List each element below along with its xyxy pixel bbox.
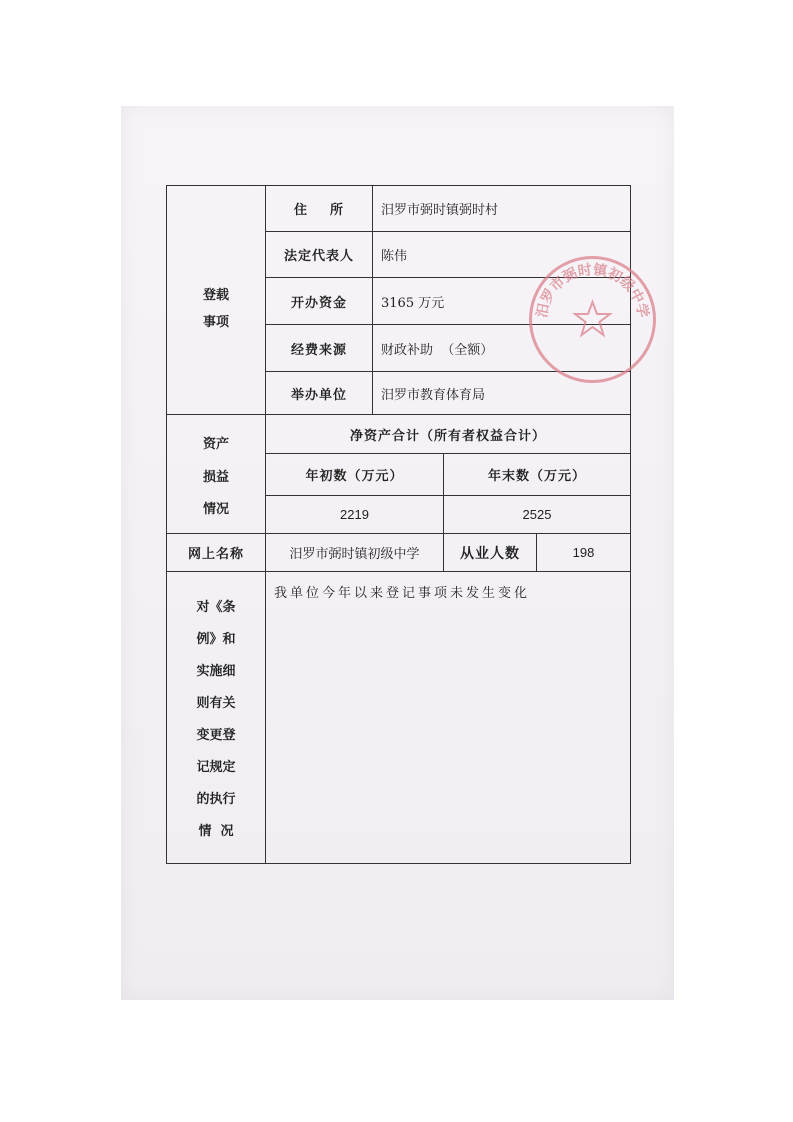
legal-rep-value: 陈伟 — [373, 232, 631, 278]
online-name-label: 网上名称 — [167, 534, 266, 572]
seal-text: 汨罗市弼时镇初级中学 — [534, 262, 651, 320]
section-registration-line-2: 事项 — [202, 315, 229, 330]
end-of-year-value: 2525 — [444, 496, 631, 534]
funding-label: 经费来源 — [266, 325, 373, 372]
sponsor-value: 汨罗市教育体育局 — [373, 372, 631, 415]
section-execution-label — [167, 572, 266, 864]
end-of-year-header: 年末数（万元） — [444, 454, 631, 496]
section-execution-line-6: 记规定 — [196, 759, 236, 775]
begin-of-year-header: 年初数（万元） — [266, 454, 444, 496]
registration-form-table — [166, 185, 631, 864]
section-execution-line-4: 则有关 — [196, 695, 236, 711]
capital-value: 3165 万元 — [373, 278, 631, 325]
section-assets-line-2: 损益 — [202, 469, 229, 485]
section-assets-label — [167, 415, 266, 534]
section-execution-line-8: 情 况 — [198, 823, 234, 839]
section-execution-line-5: 变更登 — [196, 727, 236, 743]
execution-value: 我单位今年以来登记事项未发生变化 — [266, 572, 631, 864]
staff-count-value: 198 — [537, 534, 631, 572]
address-label: 住 所 — [266, 186, 373, 232]
begin-of-year-value: 2219 — [266, 496, 444, 534]
section-execution-line-2: 例》和 — [196, 631, 236, 647]
address-value: 汨罗市弼时镇弼时村 — [373, 186, 631, 232]
section-assets-line-1: 资产 — [202, 437, 229, 453]
section-registration-line-1: 登载 — [202, 287, 229, 303]
staff-count-label: 从业人数 — [444, 534, 537, 572]
section-execution-line-1: 对《条 — [196, 599, 236, 615]
capital-label: 开办资金 — [266, 278, 373, 325]
sponsor-label: 举办单位 — [266, 372, 373, 415]
section-assets-line-3: 情况 — [202, 502, 229, 518]
online-name-value: 汨罗市弼时镇初级中学 — [266, 534, 444, 572]
net-assets-header: 净资产合计（所有者权益合计） — [266, 415, 631, 454]
section-execution-line-3: 实施细 — [196, 663, 236, 679]
section-registration-label — [167, 186, 266, 415]
funding-value: 财政补助 （全额） — [373, 325, 631, 372]
section-execution-line-7: 的执行 — [196, 791, 236, 807]
legal-rep-label: 法定代表人 — [266, 232, 373, 278]
